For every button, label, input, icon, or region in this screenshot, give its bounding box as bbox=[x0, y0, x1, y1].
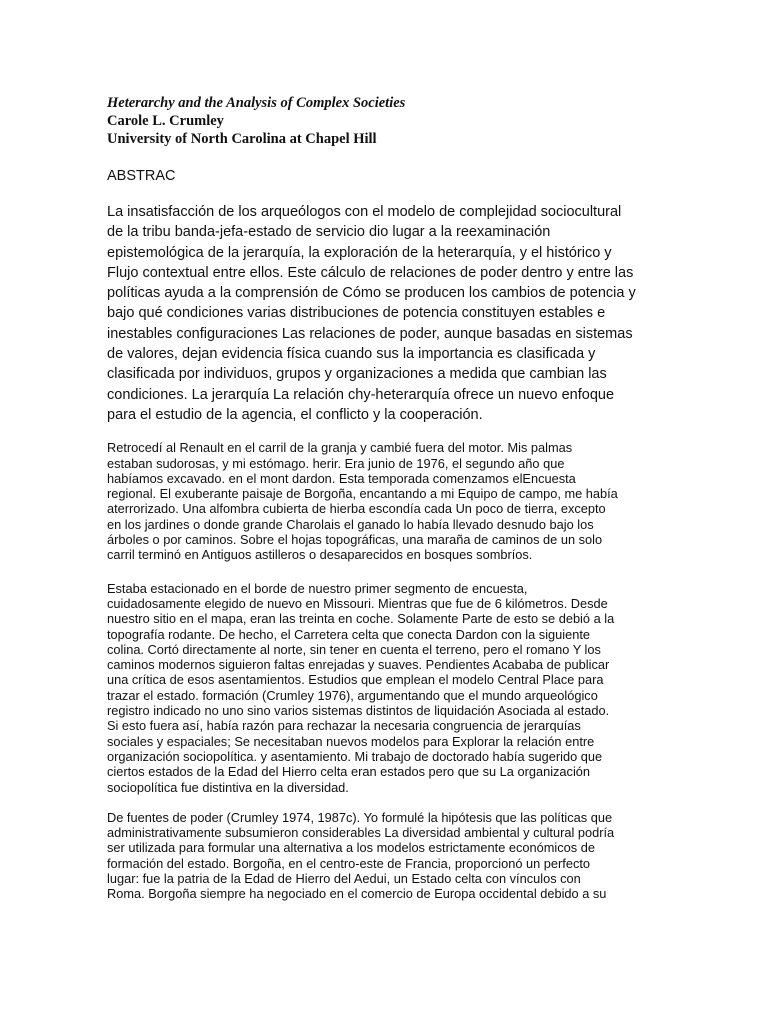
abstract-paragraph bbox=[107, 202, 659, 425]
abstract-line: epistemológica de la jerarquía, la exploración de la heterarquía, y el histórico y bbox=[107, 244, 612, 261]
text-line: lugar: fue la patria de la Edad de Hierro del Aedui, un Estado celta con vínculos con bbox=[107, 870, 581, 886]
section-heading: ABSTRAC bbox=[107, 168, 176, 184]
abstract-line: inestables configuraciones Las relaciones de poder, aunque basadas en sistemas bbox=[107, 325, 633, 342]
paper-title: Heterarchy and the Analysis of Complex Societies bbox=[107, 95, 406, 111]
text-line: estaban sudorosas, y mi estómago. herir. Era junio de 1976, el segundo año que bbox=[107, 455, 565, 471]
text-line: Estaba estacionado en el borde de nuestro primer segmento de encuesta, bbox=[107, 580, 528, 596]
abstract-line: Flujo contextual entre ellos. Este cálculo de relaciones de poder dentro y entre las bbox=[107, 264, 634, 281]
text-line: en los jardines o donde grande Charolais el ganado lo había llevado desnudo bajo los bbox=[107, 516, 594, 532]
text-line: árboles o por caminos. Sobre el hojas topográficas, una maraña de caminos de un solo bbox=[107, 532, 603, 548]
text-line: Roma. Borgoña siempre ha negociado en el comercio de Europa occidental debido a su bbox=[107, 886, 607, 902]
text-line: formación del estado. Borgoña, en el centro-este de Francia, proporcionó un perfecto bbox=[107, 855, 591, 871]
text-line: ser utilizada para formular una alternativa a los modelos estrictamente económicos de bbox=[107, 840, 595, 856]
abstract-line: condiciones. La jerarquía La relación chy-heterarquía ofrece un nuevo enfoque bbox=[107, 386, 615, 403]
text-line: sociales y espaciales; Se necesitaban nuevos modelos para Explorar la relación entre bbox=[107, 733, 595, 749]
text-line: aterrorizado. Una alfombra cubierta de hierba escondía cada Un poco de tierra, excepto bbox=[107, 501, 606, 517]
text-line: una crítica de esos asentamientos. Estudios que emplean el modelo Central Place para bbox=[107, 672, 604, 688]
text-line: De fuentes de poder (Crumley 1974, 1987c). Yo formulé la hipótesis que las políticas que bbox=[107, 809, 613, 825]
body-paragraph-1 bbox=[107, 440, 659, 562]
document-page bbox=[107, 94, 659, 902]
abstract-line: clasificada por individuos, grupos y organizaciones a medida que cambian las bbox=[107, 366, 607, 383]
body-paragraph-2 bbox=[107, 581, 659, 795]
abstract-line: de la tribu banda-jefa-estado de servicio dio lugar a la reexaminación bbox=[107, 224, 551, 241]
text-line: cuidadosamente elegido de nuevo en Missouri. Mientras que fue de 6 kilómetros. Desde bbox=[107, 595, 608, 611]
text-line: sociopolítica fue distintiva en la diversidad. bbox=[107, 779, 349, 795]
text-line: carril terminó en Antiguos astilleros o desaparecidos en bosques sombríos. bbox=[107, 547, 533, 563]
abstract-line: bajo qué condiciones varias distribuciones de potencia constituyen estables e bbox=[107, 305, 606, 322]
text-line: Retrocedí al Renault en el carril de la granja y cambié fuera del motor. Mis palmas bbox=[107, 440, 573, 456]
abstract-line: políticas ayuda a la comprensión de Cómo se producen los cambios de potencia y bbox=[107, 285, 636, 302]
text-line: Si esto fuera así, había razón para rechazar la necesaria congruencia de jerarquías bbox=[107, 718, 581, 734]
text-line: organización sociopolítica. y asentamiento. Mi trabajo de doctorado había sugerido que bbox=[107, 748, 603, 764]
text-line: habíamos excavado. en el mont dardon. Esta temporada comenzamos elEncuesta bbox=[107, 470, 576, 486]
body-paragraph-3 bbox=[107, 810, 659, 902]
abstract-line: La insatisfacción de los arqueólogos con el modelo de complejidad sociocultural bbox=[107, 204, 622, 220]
text-line: caminos modernos siguieron faltas enrejadas y suaves. Pendientes Acababa de publicar bbox=[107, 657, 610, 673]
text-line: ciertos estados de la Edad del Hierro celta eran estados pero que su La organización bbox=[107, 764, 591, 780]
text-line: colina. Cortó directamente al norte, sin tener en cuenta el terreno, pero el romano Y los bbox=[107, 641, 601, 657]
text-line: trazar el estado. formación (Crumley 1976), argumentando que el mundo arqueológico bbox=[107, 687, 598, 703]
text-line: administrativamente subsumieron considerables La diversidad ambiental y cultural podría bbox=[107, 825, 615, 841]
text-line: nuestro sitio en el mapa, eran las treinta en coche. Solamente Parte de esto se debió a la bbox=[107, 611, 615, 627]
author-affiliation: University of North Carolina at Chapel Hill bbox=[107, 131, 377, 147]
author-name: Carole L. Crumley bbox=[107, 113, 224, 129]
abstract-line: de valores, dejan evidencia física cuando sus la importancia es clasificada y bbox=[107, 346, 596, 363]
text-line: regional. El exuberante paisaje de Borgoña, encantando a mi Equipo de campo, me había bbox=[107, 486, 618, 502]
text-line: topografía rodante. De hecho, el Carretera celta que conecta Dardon con la siguiente bbox=[107, 626, 591, 642]
abstract-line: para el estudio de la agencia, el conflicto y la cooperación. bbox=[107, 406, 483, 423]
text-line: registro indicado no uno sino varios sistemas distintos de liquidación Asociada al estado. bbox=[107, 703, 610, 719]
